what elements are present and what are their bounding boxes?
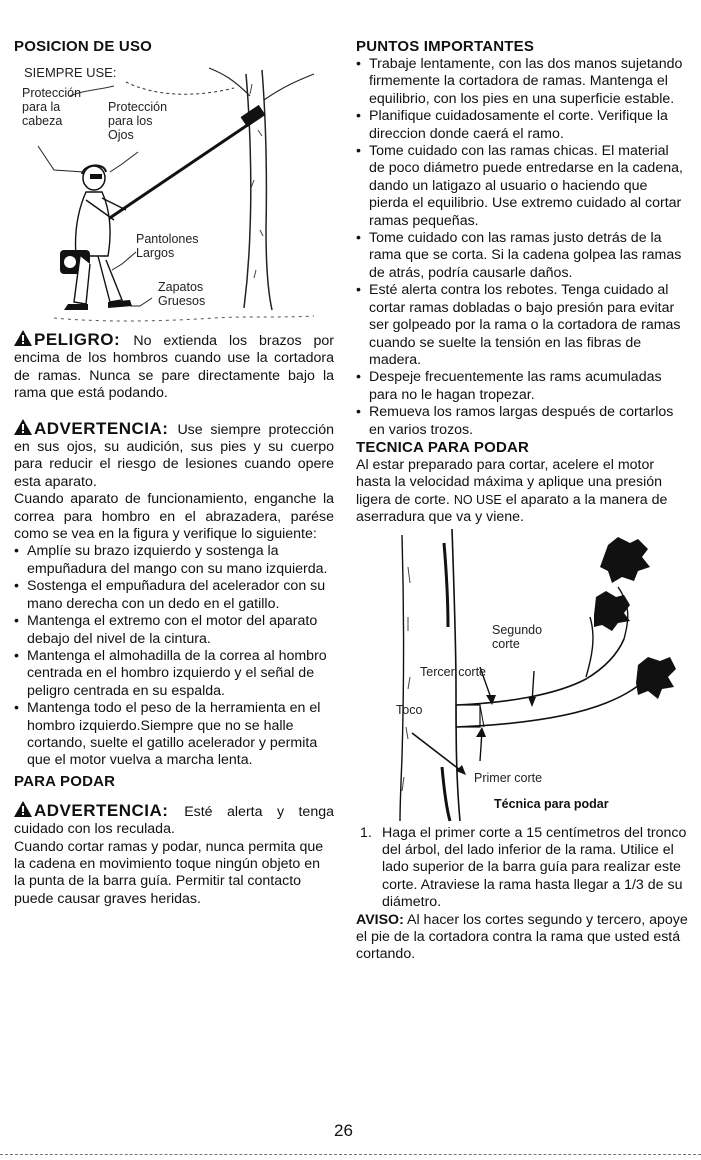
aviso-label: AVISO:	[356, 911, 404, 928]
list-item: • Despeje frecuentemente las rams acumuladas para no le hagan tropezar.	[356, 369, 688, 404]
label-proteccion-cabeza: Protección para la cabeza	[22, 86, 82, 128]
aviso-paragraph	[356, 912, 688, 964]
list-item: • Mantenga todo el peso de la herramienta en el hombro izquierdo.Siempre que no se halle cortando, suelte el gatillo acelerador y permita que el motor vuelva a marcha lenta.	[14, 700, 334, 770]
warning-triangle-icon	[14, 419, 32, 435]
list-item: • Tome cuidado con las ramas chicas. El material de poco diámetro puede entredarse en la cadena, dando un latigazo al usuario o haciendo que pierda el equilibrio. Use extremo cuidado al cortar ramas pequeñas.	[356, 143, 688, 230]
important-points-list	[356, 56, 688, 439]
peligro-label: PELIGRO:	[34, 330, 121, 349]
page-number: 26	[334, 1121, 353, 1140]
advertencia-label-2: ADVERTENCIA:	[34, 800, 169, 820]
list-item: • Planifique cuidadosamente el corte. Verifique la direccion donde caerá el ramo.	[356, 108, 688, 143]
right-column	[356, 38, 688, 964]
pruning-technique-figure	[356, 527, 688, 823]
list-item: • Mantenga el extremo con el motor del aparato debajo del nivel de la cintura.	[14, 613, 334, 648]
list-item: • Tome cuidado con las ramas justo detrás de la rama que se corta. Si la cadena golpea las ramas de atrás, podría causarle daños.	[356, 230, 688, 282]
tecnica-paragraph: Al estar preparado para cortar, acelere el motor hasta la velocidad máxima y aplique una presión ligera de corte. NO USE el aparato a la manera de aserradura que va y viene.	[356, 456, 668, 526]
advertencia-text-1: Use siempre protección en sus ojos, su audición, sus pies y su cuerpo para reducir el riesgo de lesiones cuando opere esta aparato.	[14, 421, 334, 490]
label-toco: Toco	[396, 702, 423, 717]
label-primer-corte: Primer corte	[474, 770, 543, 785]
heading-para-podar: PARA PODAR	[14, 772, 116, 790]
list-item: 1. Haga el primer corte a 15 centímetros del tronco del árbol, del lado inferior de la rama. Utilice el lado superior de la barra guía para realizar este corte. Atraviese la rama hasta llegar a 1/3 de su diámetro.	[356, 825, 688, 912]
advertencia-text-2: Esté alerta y tenga cuidado con los reculada.	[14, 803, 334, 838]
label-proteccion-ojos: Protección para los Ojos	[108, 100, 168, 142]
heading-posicion-de-uso: POSICION DE USO	[14, 38, 153, 55]
operating-position-figure	[14, 60, 334, 322]
advertencia-paragraph-2	[14, 801, 334, 839]
label-zapatos-gruesos: Zapatos Gruesos	[158, 280, 206, 308]
left-column	[14, 38, 334, 908]
warning-triangle-icon	[14, 330, 32, 346]
bottom-dashed-rule	[0, 1154, 701, 1155]
heading-puntos-importantes: PUNTOS IMPORTANTES	[356, 38, 535, 55]
figure-caption: Técnica para podar	[494, 796, 609, 811]
operating-checklist	[14, 543, 334, 769]
no-use-emphasis: NO USE	[453, 492, 502, 507]
label-segundo-corte: Segundo corte	[492, 622, 543, 651]
cuando-cortar-paragraph: Cuando cortar ramas y podar, nunca permita que la cadena en movimiento toque ningún objeto en la punta de la barra guía. Permitir tal contacto puede causar graves heridas.	[14, 838, 324, 907]
heading-tecnica-para-podar: TECNICA PARA PODAR	[356, 438, 530, 456]
pruning-steps	[356, 825, 688, 912]
peligro-paragraph	[14, 330, 334, 403]
label-siempre-use: SIEMPRE USE:	[24, 65, 117, 80]
peligro-text: No extienda los brazos por encima de los hombros cuando use la cortadora de ramas. Nunca se pare directamente bajo la rama que está podando.	[14, 333, 334, 402]
label-pantalones-largos: Pantolones Largos	[136, 232, 199, 260]
list-item: • Esté alerta contra los rebotes. Tenga cuidado al cortar ramas dobladas o bajo presión para evitar ser golpeado por la rama o la cortadora de ramas cuando se suelte la tensión en las fibras de madera.	[356, 282, 688, 369]
list-item: • Mantenga el almohadilla de la correa al hombro centrada en el hombro izquierdo y el señal de peligro centrada en su espalda.	[14, 648, 334, 700]
advertencia-label-1: ADVERTENCIA:	[34, 418, 169, 438]
cuando-paragraph: Cuando aparato de funcionamiento, enganche la correa para hombro en el abrazadera, parése como se vea en la figura y verifique lo siguiente:	[14, 491, 334, 543]
list-item: • Trabaje lentamente, con las dos manos sujetando firmemente la cortadora de ramas. Mantenga el equilibrio, con los pies en una superficie estable.	[356, 56, 688, 108]
list-item: • Amplíe su brazo izquierdo y sostenga la empuñadura del mango con su mano izquierda.	[14, 543, 334, 578]
list-item: • Remueva los ramos largas después de cortarlos en varios trozos.	[356, 404, 688, 439]
advertencia-paragraph-1	[14, 419, 334, 492]
aviso-text: Al hacer los cortes segundo y tercero, apoye el pie de la cortadora contra la rama que usted está cortando.	[356, 911, 688, 963]
label-tercer-corte: Tercer corte	[420, 664, 486, 679]
warning-triangle-icon	[14, 801, 32, 817]
list-item: • Sostenga el empuñadura del acelerador con su mano derecha con un dedo en el gatillo.	[14, 578, 334, 613]
